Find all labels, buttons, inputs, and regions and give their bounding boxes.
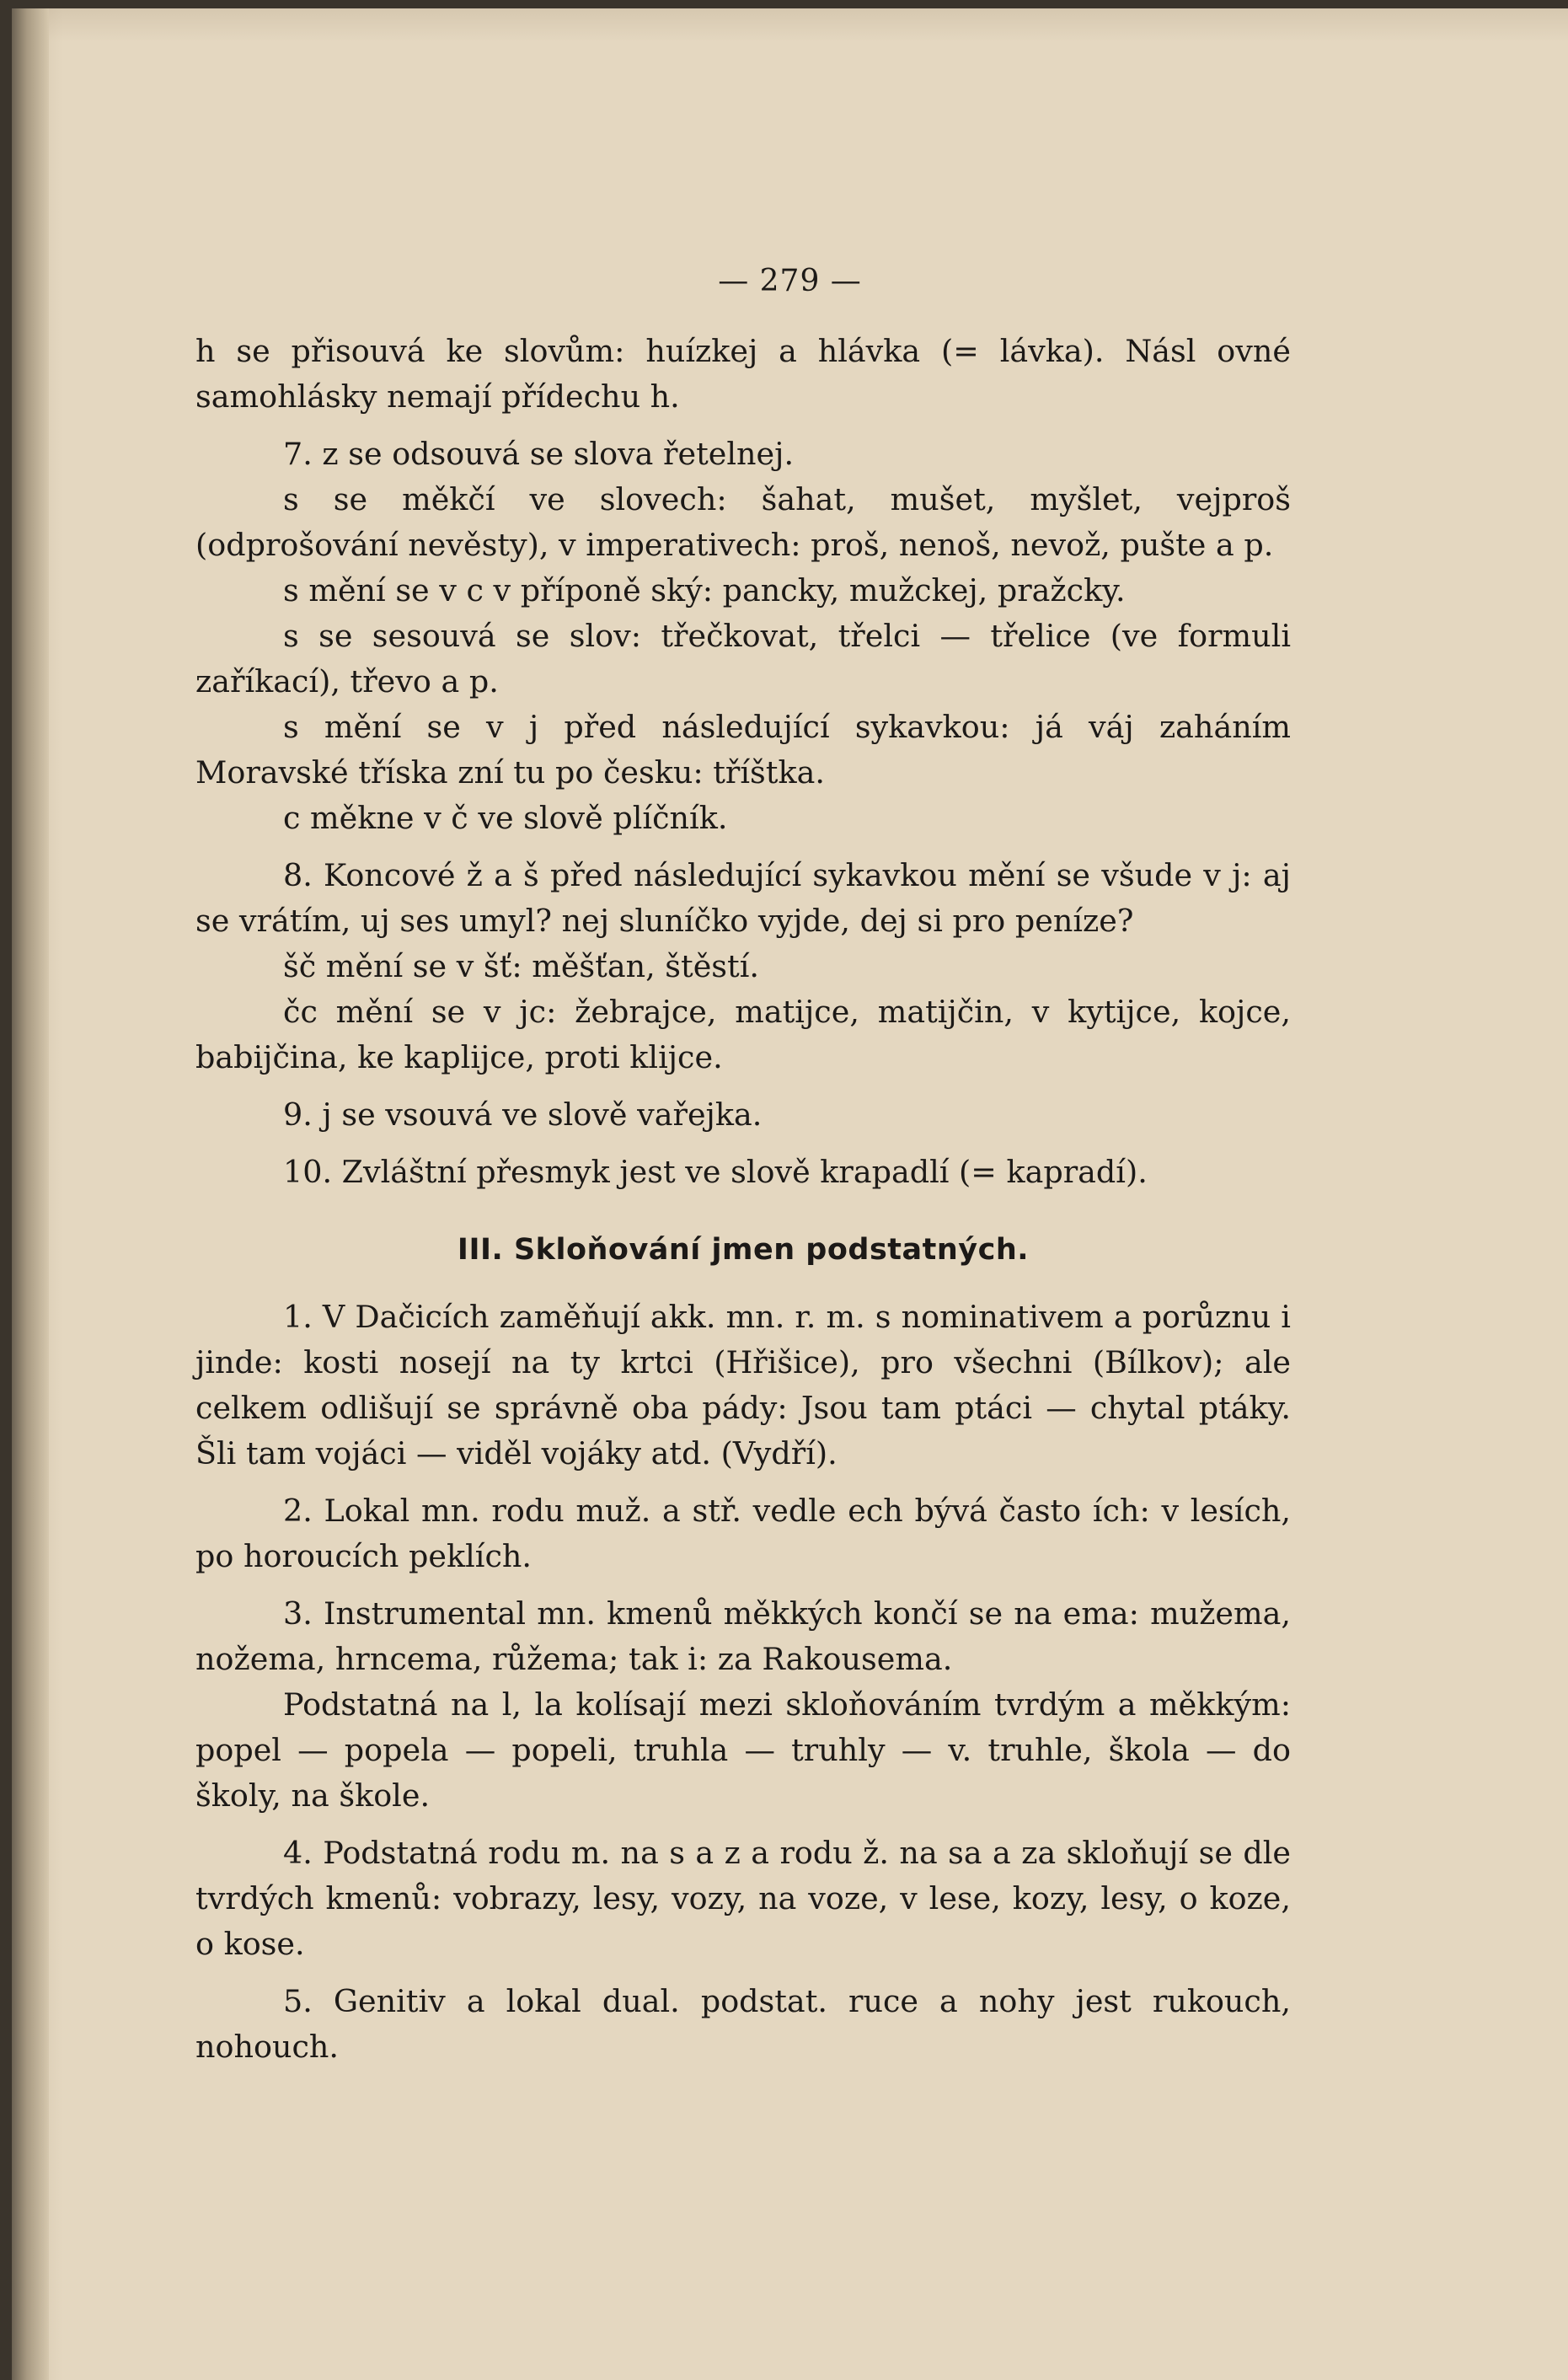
paragraph-8: 8. Koncové ž a š před následující sykavkou mění se všude v j: aj se vrátím, uj ses umyl? nej sluníčko vyjde, dej si pro peníze? (195, 857, 1291, 939)
section-paragraph-3-cont: Podstatná na l, la kolísají mezi skloňováním tvrdým a měkkým: popel — popela — popeli, truhla — truhly — v. truhle, škola — do školy, na škole. (195, 1686, 1291, 1814)
section-paragraph-1: 1. V Dačicích zaměňují akk. mn. r. m. s nominativem a porůznu i jinde: kosti nosejí na ty krtci (Hřišice), pro všechni (Bílkov); ale celkem odlišují se správně oba pády: Jsou tam ptáci — chytal ptáky. Šli tam vojáci — viděl vojáky atd. (Vydří). (195, 1299, 1291, 1471)
paragraph-c-softening: c měkne v č ve slově plíčník. (283, 800, 728, 836)
section-paragraph-4: 4. Podstatná rodu m. na s a z a rodu ž. na sa a za skloňují se dle tvrdých kmenů: vobrazy, lesy, vozy, na voze, v lese, kozy, lesy, o koze, o kose. (195, 1835, 1291, 1962)
paragraph-h-prosthesis: h se přisouvá ke slovům: huízkej a hlávka (= lávka). Násl ovné samohlásky nemají přídechu h. (195, 333, 1291, 415)
section-heading: III. Skloňování jmen podstatných. (457, 1233, 1030, 1267)
paragraph-7: 7. z se odsouvá se slova řetelnej. (283, 436, 795, 472)
page-gutter-shadow (12, 8, 49, 2380)
paragraph-9: 9. j se vsouvá ve slově vařejka. (283, 1096, 763, 1133)
paragraph-sc: šč mění se v šť: měšťan, štěstí. (283, 948, 759, 984)
section-paragraph-3: 3. Instrumental mn. kmenů měkkých končí se na ema: mužema, nožema, hrncema, růžema; tak i: za Rakousema. (195, 1595, 1291, 1677)
section-paragraph-2: 2. Lokal mn. rodu muž. a stř. vedle ech bývá často ích: v lesích, po horoucích peklích. (195, 1493, 1291, 1574)
section-paragraph-5: 5. Genitiv a lokal dual. podstat. ruce a nohy jest rukouch, nohouch. (195, 1983, 1291, 2065)
paragraph-s-to-j: s mění se v j před následující sykavkou: já váj zaháním Moravské tříska zní tu po česku: tříštka. (195, 709, 1291, 791)
paragraph-cc: čc mění se v jc: žebrajce, matijce, matijčin, v kytijce, kojce, babijčina, ke kaplijce, proti klijce. (195, 994, 1291, 1075)
paragraph-s-dropping: s se sesouvá se slov: třečkovat, třelci — třelice (ve formuli zaříkací), třevo a p. (195, 618, 1291, 700)
book-page (12, 8, 1568, 2380)
paragraph-10: 10. Zvláštní přesmyk jest ve slově krapadlí (= kapradí). (283, 1154, 1148, 1190)
paragraph-s-to-c: s mění se v c v příponě ský: pancky, mužckej, pražcky. (283, 572, 1126, 608)
page-number: — 279 — (718, 264, 862, 298)
paragraph-s-softening: s se měkčí ve slovech: šahat, mušet, myšlet, vejproš (odprošování nevěsty), v imperativech: proš, nenoš, nevož, pušte a p. (195, 481, 1291, 563)
page-body (195, 329, 1291, 2070)
